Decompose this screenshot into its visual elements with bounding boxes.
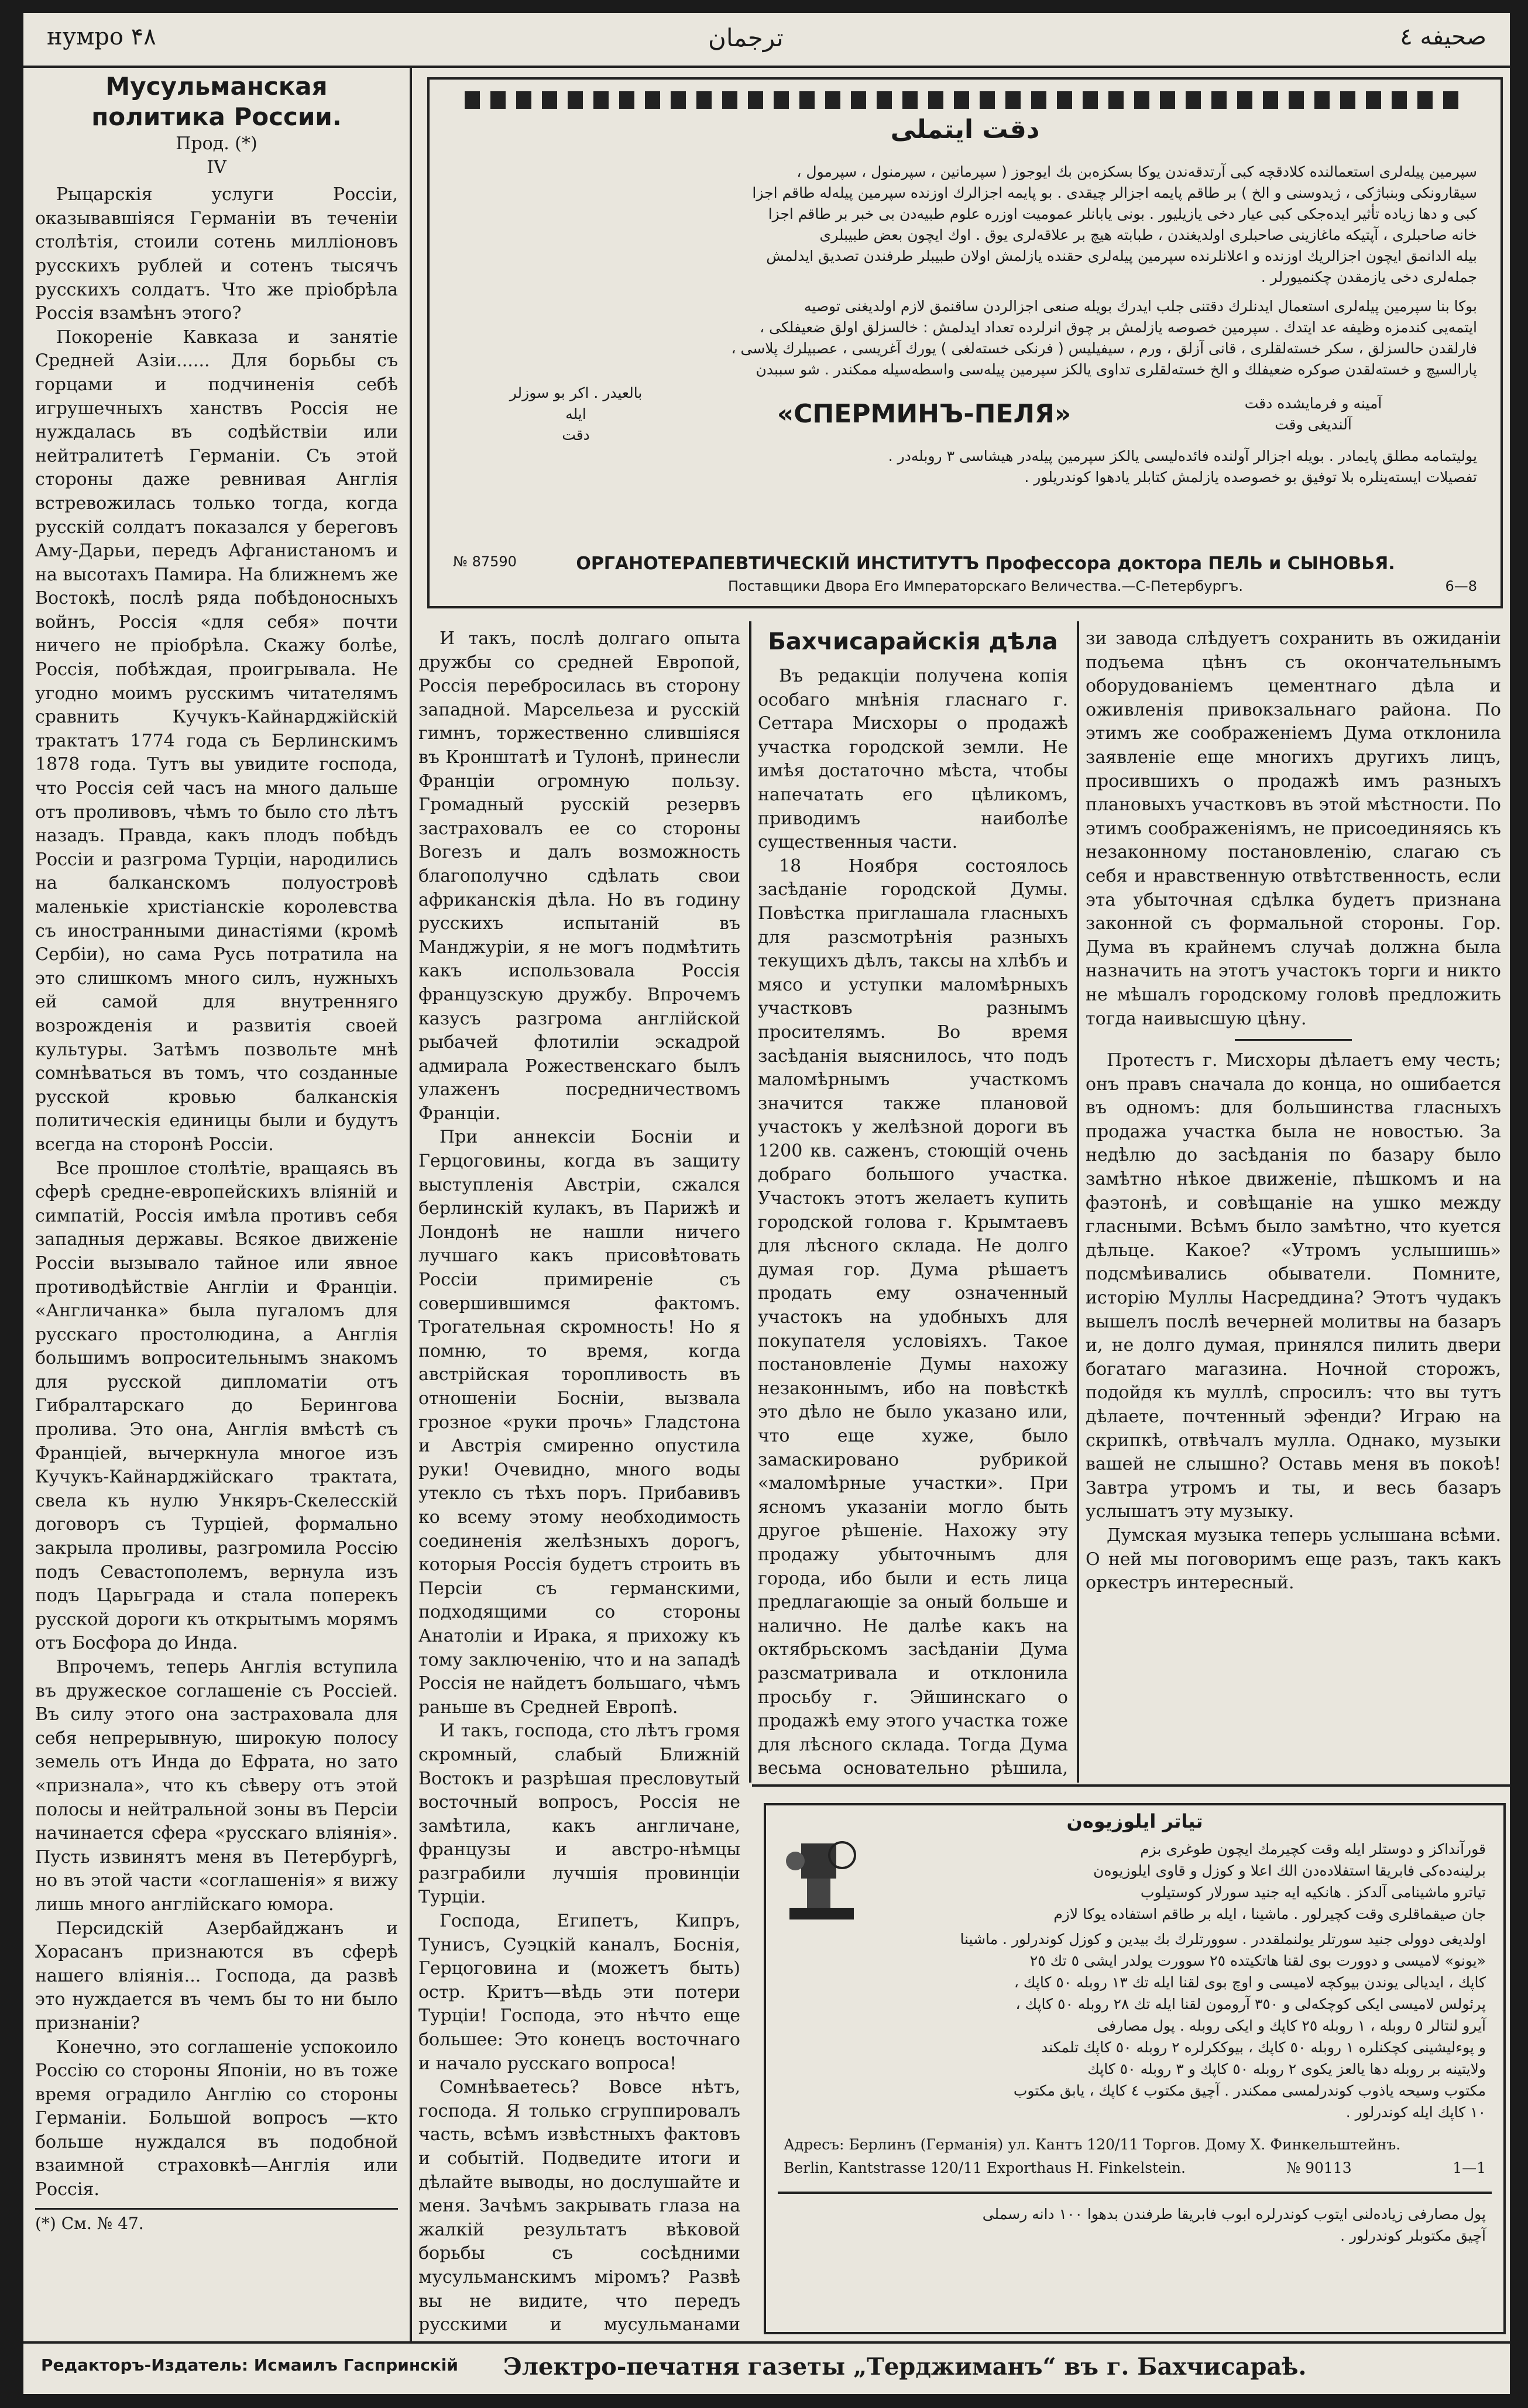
paragraph: Господа, Египетъ, Кипръ, Тунисъ, Суэцкій каналъ, Боснія, Герцоговина и (можетъ быть) остр. Критъ—вѣдь эти потери Турціи! Господа, это нѣчто еще большее: Это конецъ восточнаго и начало русскаго вопроса! [418,1911,740,2074]
ad-address-latin: Berlin, Kantstrasse 120/11 Exporthaus H. Finkelstein. [784,2159,1186,2176]
spermin-advertisement [427,77,1503,608]
ad-institute: ОРГАНОТЕРАПЕВТИЧЕСКІЙ ИНСТИТУТЪ Профессора доктора ПЕЛЬ и СЫНОВЬЯ. [576,553,1395,574]
page-number: صحيفه ٤ [1400,23,1486,50]
ad-body: سپرمين پيلەلرى استعمالندە كلادقچە كبى آرتدقەندن يوكا بسكزەبن بك ايوجوز ( سپرمانين ، سپرمنول ، سپرمول ، سيقارونكى وبنباژكى ، ژيدوسنى و الخ ) بر طاقم پايمه اجزالر چيقدى . بو پايمه اجزالرك اوزنده سپرمين پيلەلە طاقم اجزا كبى و دها زياده تأثير ايدەجكى كبى عيار دخى يازيليور . بونى يابانلر عموميت اوزرە علوم طبيەدن بى خبر بر طاقم اجزا خانه صاحبلرى ، آپتيكه ماغازينى صاحبلرى اولديغندن ، طبابتە هيچ بر علاقەلرى يوق . اوك ايچون بعض طبيبلرى بيله الدانمق ايچون اجزالريك اوزنده و اعلانلرنده سپرمين پيلەلرى حقنده يازلمش اولان طبيبلر طرفندن تصديق ايدلمش جملەلرى دخى يازمقدن چكنميورلر . بوكا بنا سپرمين پيلەلرى استعمال ايدنلرك دقتنى جلب ايدرك بويلە صنعى اجزالردن ساقنمق لازم اولديغنى توصيه ايتمەيى كندمزە وظيفە عد ايتدك . سپرمين خصوصە يازلمش بر چوق انرلرده تعداد ايدلمش : خالسزلق اولق ضعيفلكى ، فارلقدن حالسزلق ، سكر خستەلقلرى ، قانى آزلق ، ورم ، سيفيليس ( فرنكى خستەلغى ) يورك آغريسى ، عصبيلرك پلاسى ، پارالسيچ و خستەلقدن صوكره ضعيفلك و الخ خستەلقلرى تداوى يالكز سپرمين پيلەسى واسطەسيلە ممكندر . شو سببدن آمينە و فرمايشدە دقت آلنديغى وقت «СПЕРМИНЪ-ПЕЛЯ» بالعيدر . اكر بو سوزلر ايله دقت يوليتمامه مطلق پايمادر . بويلە اجزالر آولندە فائدەليسى يالكز سپرمين پيلەدر هيشاسى ٣ روبلەدر . تفصيلات ايستەينلره بلا توفيق بو خصوصده يازلمش كتابلر يادهوا كوندريلور . [509,163,1477,486]
paragraph: Рыцарскія услуги Россіи, оказывавшіяся Германіи въ теченіи столѣтія, стоили сотень милліоновъ русскихъ рублей и сотенъ тысячъ русскихъ солдатъ. Что же пріобрѣла Россія взамѣнъ этого? [35,184,398,324]
ad-code: 6—8 [1445,578,1477,594]
article-bakhchisaray-continued [1086,627,1501,1780]
paragraph: Все прошлое столѣтіе, вращаясь въ сферѣ средне-европейскихъ вліяній и симпатій, Россія имѣла противъ себя западныя державы. Всякое движеніе Россіи вызывало тайное или явное противодѣйствіе Англіи и Франціи. «Англичанка» была пугаломъ для русскаго простолюдина, а Англія большимъ вопросительнымъ знакомъ для русской дипломатіи отъ Гибралтарскаго до Берингова пролива. Это она, Англія вмѣстѣ съ Франціей, вычеркнула многое изъ Кучукъ-Кайнарджійскаго трактата, свела къ нулю Ункяръ-Скелесскій договоръ съ Турціей, формально закрыла проливы, разгромила Россію подъ Севастополемъ, вернула изъ подъ Царьграда и стала поперекъ русской дороги къ открытымъ морямъ отъ Босфора до Инда. [35,1158,398,1654]
footnote: (*) См. № 47. [35,2208,398,2236]
ad-supplier: Поставщики Двора Его Императорскаго Величества.—С-Петербургъ. [727,578,1243,594]
paragraph: Конечно, это соглашеніе успокоило Россію со стороны Японіи, но въ тоже время оградило Англію со стороны Германіи. Большой вопросъ —кто больше нуждался въ подобной взаимной страховкѣ—Англія или Россія. [35,2037,398,2200]
ad-footer: پول مصارفى زيادەلنى ايتوب كوندرلرە ابوب فابريقا طرفندن بدهوا ١٠٠ دانە رسملى آچيق مكتوبلر كوندرلور . [982,2206,1486,2244]
ornament-border [465,91,1465,109]
ad-code: 1—1 [1453,2159,1486,2176]
article-continued: Прод. (*) [176,133,257,154]
projector-icon [784,1838,860,1931]
article-muslim-policy [35,71,398,2335]
article-part-number: IV [207,157,226,178]
paragraph: И такъ, господа, сто лѣтъ громя скромный, слабый Ближній Востокъ и разрѣшая пресловутый восточный вопросъ, Россія не замѣтила, какъ англичане, французы и австро-нѣмцы разграбили лучшія провинціи Турціи. [418,1721,740,1908]
paragraph: зи завода слѣдуетъ сохранить въ ожиданіи подъема цѣнъ съ окончательнымъ оборудованіемъ цементнаго дѣла и оживленія привокзальнаго района. По этимъ же соображеніемъ Дума отклонила заявленіе еще многихъ другихъ лицъ, просившихъ о продажѣ имъ разныхъ плановыхъ участковъ въ этой мѣстности. По этимъ соображеніямъ, не присоединяясь къ незаконному постановленію, слагаю съ себя и нравственную отвѣтственность, если эта убыточная сдѣлка будетъ признана законной съ формальной стороны. Гор. Дума въ крайнемъ случаѣ должна была назначить на этотъ участокъ торги и никто не мѣшалъ городскому головѣ предложить тогда наивысшую цѣну. [1086,628,1501,1029]
paragraph: Въ редакціи получена копія особаго мнѣнія гласнаго г. Сеттара Мисхоры о продажѣ участка городской земли. Не имѣя достаточно мѣста, чтобы напечатать его цѣликомъ, приводимъ наиболѣе существенныя части. [758,666,1068,853]
article-muslim-policy-continued [418,627,740,2335]
column-rule [749,621,751,1783]
column-rule [1077,621,1079,1783]
page-footer [23,2341,1510,2396]
paragraph: Покореніе Кавказа и занятіе Средней Азіи...... Для борьбы съ горцами и подчиненія себѣ игрушечныхъ ханствъ Россія не нуждалась въ содѣйствіи или нейтралитетѣ Германіи. Съ этой стороны даже ревнивая Англія встревожилась только тогда, когда русскій солдатъ показался у береговъ Аму-Дарьи, передъ Афганистаномъ и на высотахъ Памира. На ближнемъ же Востокѣ, послѣ ряда побѣдоносныхъ войнъ, Россія «для себя» почти ничего не пріобрѣла. Скажу болѣе, Россія, побѣждая, проигрывала. Не угодно моимъ русскимъ читателямъ сравнить Кучукъ-Кайнарджійскій трактатъ 1774 года съ Берлинскимъ 1878 года. Тутъ вы увидите господа, что Россія сей часъ на много дальше отъ проливовъ, чѣмъ то было сто лѣтъ назадъ. Правда, какъ плодъ побѣдъ Россіи и разгрома Турціи, народились на балканскомъ полуостровѣ маленькіе христіанскіе королевства съ иностранными династіями (кромѣ Сербіи), но сама Русь потратила на это слишкомъ много силъ, нужныхъ ей самой для внутренняго возрожденія и развитія своей культуры. Затѣмъ позвольте мнѣ сомнѣваться въ томъ, что созданные русской кровью балканскія политическія единицы были и будутъ всегда на сторонѣ Россіи. [35,326,398,1155]
editor-publisher: Редакторъ-Издатель: Исмаилъ Гаспринскій [41,2355,459,2375]
ad-body: قورآنداكز و دوستلر ايلە وقت كچيرمك ايچون طوغرى بزم برلينەدەكى فابريقا استفلادەدن الك اعلا و كوزل و قاوى ايلوزيوەن تياترو ماشينامى آلدكز . هانكيە ايە جنيد سورلار كوستيلوب جان صيقماقلرى وقت كچيرلور . ماشينا ، ايلە بر طاقم استفادە يوكا لازم [1053,1841,1486,1922]
ad-title: دقت ايتملى [890,115,1040,145]
newspaper-page [23,13,1510,2394]
divider [1235,1039,1352,1041]
section-rule [778,2192,1492,2194]
column-rule [410,66,412,2341]
paragraph: Думская музыка теперь услышана всѣми. О ней мы поговоримъ еще разъ, такъ какъ оркестръ интересный. [1086,1525,1501,1594]
newspaper-title: ترجمان [708,23,784,52]
article-title: Бахчисарайскія дѣла [768,628,1058,655]
paragraph: Сомнѣваетесь? Вовсе нѣтъ, господа. Я только сгруппировалъ часть, всѣмъ извѣстныхъ фактовъ и событій. Подведите итоги и дѣлайте выводы, но дослушайте и меня. Зачѣмъ закрывать глаза на жалкій результатъ вѣковой борьбы съ сосѣдними мусульманскимъ міромъ? Развѣ вы не видите, что передъ русскими и мусульманами [418,2077,740,2335]
cinema-advertisement [764,1803,1506,2334]
paragraph: И такъ, послѣ долгаго опыта дружбы со средней Европой, Россія перебросилась въ сторону западной. Марсельеза и русскій гимнъ, торжественно слившіяся въ Кронштатѣ и Тулонѣ, принесли Франціи огромную пользу. Громадный русскій резервъ застраховалъ ее со стороны Вогезъ и далъ возможность благополучно сдѣлать свои африканскія дѣла. Но въ годину русскихъ испытаній въ Манджуріи, я не могъ подмѣтить какъ использовала Россія французскую дружбу. Впрочемъ казусъ разгрома англійской рыбачей флотиліи эскадрой адмирала Рожественскаго былъ улаженъ посредничествомъ Франціи. [418,628,740,1124]
printing-house: Электро-печатня газеты „Терджиманъ“ въ г. Бахчисараѣ. [503,2353,1307,2381]
article-title: Мусульманская политика России. [91,72,342,131]
ad-number: № 90113 [1286,2159,1352,2176]
issue-number: нумро ۴۸ [47,23,156,50]
article-bakhchisaray [758,627,1068,1780]
page-header [23,13,1510,68]
ad-brand: «СПЕРМИНЪ-ПЕЛЯ» [777,399,1072,429]
ad-title: تياتر ايلوزيوەن [1066,1810,1203,1832]
paragraph: Впрочемъ, теперь Англія вступила въ дружеское соглашеніе съ Россіей. Въ силу этого она застраховала для себя непрерывную, широкую полосу земель отъ Инда до Ефрата, но зато «признала», что къ сѣверу отъ этой полосы и нейтральной зоны въ Персіи начинается сфера «русскаго вліянія». Пусть извинятъ меня въ Петербургѣ, но въ этой части «соглашенія» я вижу лишь много англійскаго юмора. [35,1657,398,1915]
paragraph: При аннексіи Босніи и Герцоговины, когда въ защиту выступленія Австріи, сжался берлинскій кулакъ, въ Парижѣ и Лондонѣ не нашли ничего лучшаго какъ присовѣтовать Россіи примиреніе съ совершившимся фактомъ. Трогательная скромность! Но я помню, то время, когда австрійская торопливость въ отношеніи Босніи, вызвала грозное «руки прочь» Гладстона и Австрія смиренно опустила руки! Очевидно, много воды утекло съ тѣхъ поръ. Прибавивъ ко всему этому необходимость соединенія желѣзныхъ дорогъ, которыя Россія будетъ строить въ Персіи съ германскими, подходящими со стороны Анатоліи и Ирака, я прихожу къ тому заключенію, что и на западѣ Россія не найдетъ большаго, чѣмъ раньше въ Средней Европѣ. [418,1127,740,1718]
section-rule [752,1784,1510,1787]
ad-address: Адресъ: Берлинъ (Германія) ул. Кантъ 120/11 Торгов. Дому Х. Финкельштейнъ. [784,2136,1401,2153]
paragraph: Персидскій Азербайджанъ и Хорасанъ признаются въ сферѣ нашего вліянія... Господа, да развѣ это нуждается въ чемъ бы то ни было признаніи? [35,1918,398,2034]
paragraph: Протестъ г. Мисхоры дѣлаетъ ему честь; онъ правъ сначала до конца, но ошибается въ одномъ: для большинства гласныхъ продажа участка была не новостью. За недѣлю до засѣданія по базару было замѣтно нѣкое движеніе, пѣшкомъ и на фаэтонѣ, и совѣщаніе на ушко между гласными. Всѣмъ было замѣтно, что куется дѣльце. Какое? «Утромъ услышишь» подсмѣивались обыватели. Помните, исторію Муллы Насреддина? Этотъ чудакъ вышелъ послѣ вечерней молитвы на базаръ и, не долго думая, принялся пилить двери богатаго магазина. Ночной сторожъ, подойдя къ муллѣ, спросилъ: что вы тутъ дѣлаете, почтенный эфенди? Играю на скрипкѣ, отвѣчалъ мулла. Однако, музыки вашей не слышно? Оставь меня въ покоѣ! Завтра утромъ и ты, и весь базаръ услышатъ эту музыку. [1086,1050,1501,1522]
ad-number: № 87590 [453,553,517,570]
paragraph: 18 Ноября состоялось засѣданіе городской Думы. Повѣстка приглашала гласныхъ для разсмотрѣнія разныхъ текущихъ дѣлъ, таксы на хлѣбъ и мясо и уступки маломѣрныхъ участковъ разнымъ просителямъ. Во время засѣданія выяснилось, что подъ маломѣрнымъ участкомъ значится также плановой участокъ у желѣзной дороги въ 1200 кв. саженъ, стоющій очень добраго большого участка. Участокъ этотъ желаетъ купить городской голова г. Крымтаевъ для лѣсного склада. Не долго думая гор. Дума рѣшаетъ продать ему означенный участокъ на удобныхъ для покупателя условіяхъ. Такое постановленіе Думы нахожу незаконнымъ, ибо на повѣсткѣ это дѣло не было указано или, что еще хуже, было замаскировано рубрикой «маломѣрные участки». При ясномъ указаніи могло быть другое рѣшеніе. Нахожу эту продажу убыточнымъ для города, ибо были и есть лица предлагающіе за оный больше и налично. Не далѣе какъ на октябрьскомъ засѣданіи Дума разсматривала и отклонила просьбу г. Эйшинскаго о продажѣ ему этого участка тоже для лѣсного склада. Тогда Дума весьма основательно рѣшила, [758,855,1068,1779]
ad-prices: اولدیغی دوولی جنید سورتلر يولنملقددر . سوورتلرك بك بيدين و كوزل كوندرلور . ماشينا «يونو» لاميسى و دوورت بوى لقنا هاتكيتدە ٢٥ سوورت يولدر ايشى ٥ تك ٢٥ كاپك ، ايديالى يوندن بيوكچە لاميسى و اوچ بوى لقنا ايلە تك ١٣ روبلە ٥٠ كاپك ، پرئولس لاميسى ايكى كوچكەلى و ٣٥٠ آرومون لقنا ايلە تك ٢٨ روبلە ٥٠ كاپك ، آيرو لنتالر ٥ روبلە ، ١ روبلە ٢٥ كاپك و ايكى روبلە . پول مصارفى و پوءليشينى كچكنلرە ١ روبلە ٥٠ كاپك ، بيوككرلرە ٢ روبلە ٥٠ كاپك تلمكند ولايتينە بر روبلە دها يالعز يكوى ٢ روبلە ٥٠ كاپك و ٣ روبلە ٥٠ كاپك مكتوب وسيحه ياذوب كوندرلمسى ممكندر . آچيق مكتوب ٤ كاپك ، يابق مكتوب ١٠ كاپك ايلە كوندرلور . [960,1931,1486,2121]
